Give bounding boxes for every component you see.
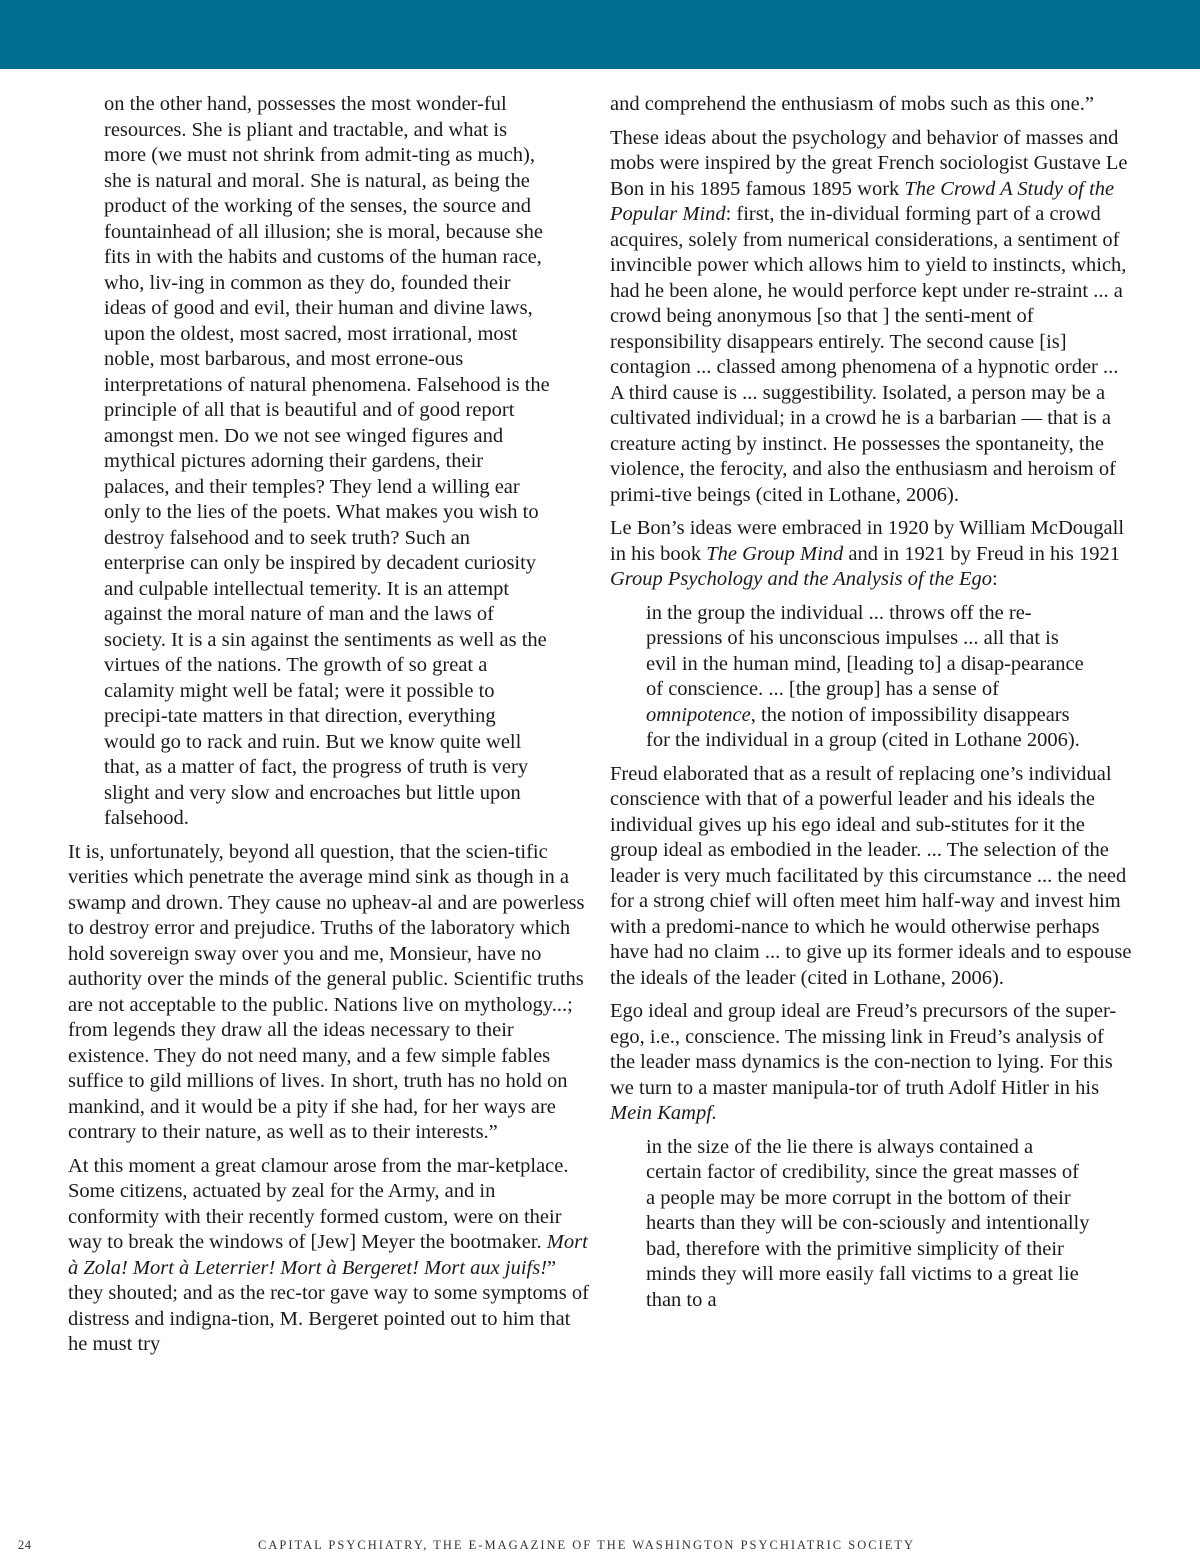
paragraph-text: : <box>992 568 998 590</box>
paragraph <box>610 516 1132 593</box>
paragraph-text: and comprehend the enthusiasm of mobs such as this one.” <box>610 93 1094 115</box>
paragraph-text: ” they shouted; and as the rec-tor gave way to some symptoms of distress and indigna-tion, M. Bergeret pointed out to him that he must try <box>68 1256 589 1355</box>
page-number: 24 <box>18 1538 32 1552</box>
paragraph-text: At this moment a great clamour arose from the mar-ketplace. Some citizens, actuated by zeal for the Army, and in conformity with their recently formed custom, were on their way to break the windows of [Jew] Meyer the bootmaker. <box>68 1154 569 1253</box>
paragraph <box>68 840 590 1146</box>
paragraph-text: Le Bon’s ideas were embraced in 1920 by William McDougall in his book <box>610 517 1125 565</box>
block-quote-continued: on the other hand, possesses the most wonder-ful resources. She is pliant and tractable, and what is more (we must not shrink from admit-ting as much), she is natural and moral. She is natural, as being the product of the working of the senses, the source and fountainhead of all illusion; she is moral, because she fits in with the habits and customs of the human race, who, liv-ing in common as they do, founded their ideas of good and evil, their human and divine laws, upon the oldest, most sacred, most irrational, most noble, most barbarous, and most errone-ous interpretations of natural phenomena. Falsehood is the principle of all that is beautiful and of good report amongst men. Do we not see winged figures and mythical pictures adorning their gardens, their palaces, and their temples? They lend a willing ear only to the lies of the poets. What makes you wish to destroy falsehood and to seek truth? Such an enterprise can only be inspired by decadent curiosity and culpable intellectual temerity. It is an attempt against the moral nature of man and the laws of society. It is a sin against the sentiments as well as the virtues of the nations. The growth of so great a calamity might well be fatal; were it possible to precipi-tate matters in that direction, everything would go to rack and ruin. But we know quite well that, as a matter of fact, the progress of truth is very slight and very slow and encroaches but little upon falsehood. <box>104 93 550 829</box>
italic-text: The Group Mind <box>706 542 844 565</box>
block-quote: in the size of the lie there is always contained a certain factor of credibility, since the great masses of a people may be more corrupt in the bottom of their hearts than they will be con-sciously and intentionally bad, therefore with the primitive simplicity of their minds they will more easily fall victims to a great lie than to a <box>646 1135 1090 1311</box>
paragraph-text: and in 1921 by Freud in his 1921 <box>843 542 1121 565</box>
block-quote <box>610 601 1132 754</box>
right-column <box>610 92 1132 1321</box>
paragraph <box>610 999 1132 1127</box>
publication-title: CAPITAL PSYCHIATRY, THE E-MAGAZINE OF THE WASHINGTON PSYCHIATRIC SOCIETY <box>258 1538 916 1552</box>
paragraph-text: : first, the in-dividual forming part of a crowd acquires, solely from numerical considerations, a sentiment of invincible power which allows him to yield to instincts, which, had he been alone, he would perforce kept under re-straint ... a crowd being anonymous [so that ] the senti-ment of responsibility disappears entirely. The second cause [is] contagion ... classed among phenomena of a hypnotic order ... A third cause is ... suggestibility. Isolated, a person may be a cultivated individual; in a crowd he is a barbarian — that is a creature acting by instinct. He possesses the spontaneity, the violence, the ferocity, and also the enthusiasm and heroism of primi-tive beings (cited in Lothane, 2006). <box>610 203 1127 506</box>
header-band <box>0 0 1200 69</box>
left-column <box>68 92 590 1366</box>
paragraph <box>610 762 1132 992</box>
paragraph-text: These ideas about the psychology and behavior of masses and mobs were inspired by the great French sociologist Gustave Le Bon in his 1895 famous 1895 work <box>610 126 1128 200</box>
italic-text: Mein Kampf. <box>610 1102 718 1124</box>
paragraph <box>68 1154 590 1358</box>
quote-text: in the group the individual ... throws off the re-pressions of his unconscious impulses ... all that is evil in the human mind, [leading to] a disap-pearance of conscience. ... [the group] has a sense of <box>646 601 1084 700</box>
italic-text: Group Psychology and the Analysis of the Ego <box>610 568 993 590</box>
page-footer <box>0 1538 1200 1558</box>
quote-text: , the notion of impossibility disappears for the individual in a group (cited in Lothane 2006). <box>646 703 1080 751</box>
paragraph-text: It is, unfortunately, beyond all question, that the scien-tific verities which penetrate the average mind sink as though in a swamp and drown. They cause no upheav-al and are powerless to destroy error and prejudice. Truths of the laboratory which hold sovereign sway over you and me, Monsieur, have no authority over the minds of the general public. Scientific truths are not acceptable to the public. Nations live on mythology...; from legends they draw all the ideas necessary to their existence. They do not need many, and a few simple fables suffice to gild millions of lives. In short, truth has no hold on mankind, and it would be a pity if she had, for her ways are contrary to their nature, as well as to their interests.” <box>68 840 585 1143</box>
italic-text: Mort à Zola! Mort à Leterrier! Mort à Bergeret! Mort aux juifs! <box>68 1231 588 1279</box>
italic-text: The Crowd A Study of the Popular Mind <box>610 177 1115 225</box>
italic-text: omnipotence <box>646 703 751 726</box>
paragraph <box>610 126 1132 509</box>
paragraph-text: Freud elaborated that as a result of replacing one’s individual conscience with that of a powerful leader and his ideals the individual gives up his ego ideal and sub-stitutes for it the group ideal as embodied in the leader. ... The selection of the leader is very much facilitated by this circumstance ... the need for a strong chief will often meet him half-way and invest him with a predomi-nance to which he would otherwise perhaps have had no claim ... to give up its former ideals and to espouse the ideals of the leader (cited in Lothane, 2006). <box>610 762 1132 989</box>
paragraph-text: Ego ideal and group ideal are Freud’s precursors of the super-ego, i.e., conscience. The missing link in Freud’s analysis of the leader mass dynamics is the con-nection to lying. For this we turn to a master manipula-tor of truth Adolf Hitler in his <box>610 1000 1117 1099</box>
paragraph <box>610 92 1132 118</box>
